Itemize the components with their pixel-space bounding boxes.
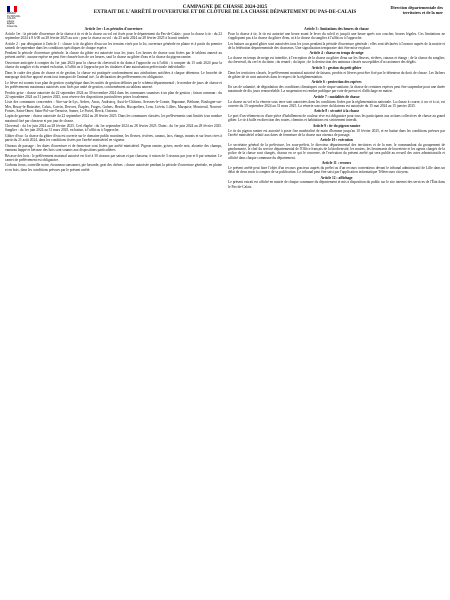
article-text: Le présent arrêté peut faire l'objet d'un recours gracieux auprès du préfet ou d'un recours contentieux devant le tribunal administratif de Lille dans un délai de deux mois à compter de sa publication. Le tribunal peut être saisi par l'application informatique Télérecours citoyens. bbox=[228, 165, 445, 175]
article-heading: Article 5 : gestion du petit gibier bbox=[311, 65, 362, 70]
article-block bbox=[228, 176, 445, 189]
article-block bbox=[228, 124, 445, 137]
article-block bbox=[5, 114, 222, 122]
article-text: Le tir du pigeon ramier est autorisé à poste fixe matérialisé de main d'homme jusqu'au 10 février 2025, et en battue dans les conditions prévues par l'arrêté ministériel relatif aux dates de fermeture de la chasse aux oiseaux de passage. bbox=[228, 128, 445, 137]
article-text: Dans le cadre des plans de chasse et de gestion, la chasse est pratiquée conformément aux attributions notifiées à chaque détenteur. Le bracelet de marquage doit être apposé avant tout transport de l'animal tué ; la déclaration des prélèvements est obligatoire. bbox=[5, 70, 222, 80]
article-text: Oiseaux de passage : les dates d'ouverture et de fermeture sont fixées par arrêté ministériel. Pigeon ramier, grives, merle noir, alouette des champs, vanneau huppé et bécasse des bois sont soumis aux dispositions particulières. bbox=[5, 143, 222, 152]
article-heading: Article 11 : recours bbox=[321, 161, 352, 166]
article-block bbox=[228, 161, 445, 174]
prefecture-logo bbox=[7, 6, 25, 28]
article-text: Le secrétaire général de la préfecture, les sous-préfets, le directeur départemental des territoires et de la mer, le commandant du groupement de gendarmerie, le chef du service départemental de l'Office français de la biodiversité, les maires, les lieutenants de louveterie et les agents chargés de la police de la chasse sont chargés, chacun en ce qui le concerne, de l'exécution du présent arrêté qui sera publié au recueil des actes administratifs et affiché dans chaque commune du département. bbox=[228, 143, 445, 160]
article-block bbox=[228, 80, 445, 93]
article-text: Corbeau freux, corneille noire, étourneau sansonnet, pie bavarde, geai des chênes : chasse autorisée pendant la période d'ouverture générale, en plaine et en bois, dans les conditions prévues par le présent arrêté. bbox=[5, 163, 222, 172]
article-block bbox=[228, 66, 445, 79]
article-block bbox=[5, 100, 222, 112]
article-text: Liste des communes concernées : Aire-sur-la-Lys, Ardres, Arras, Audruicq, Auxi-le-Château, Avesnes-le-Comte, Bapaume, Béthune, Boulogne-sur-Mer, Bruay-la-Buissière, Calais, Carvin, Desvres, Étaples, Fruges, Guînes, Hesdin, Hucqueliers, Lens, Liévin, Lillers, Marquise, Montreuil, Norrent-Fontes, Saint-Omer, Saint-Pol-sur-Ternoise, Samer, Le Portel, Berck, Outreau. bbox=[5, 100, 222, 113]
article-block bbox=[228, 27, 445, 40]
article-heading: Article 10 : exécution bbox=[320, 138, 353, 143]
article-text: Article 2 : par dérogation à l'article 1 : chasse à tir du gibier d'eau sur les terrains visés par la loi, ouverture générale en plaine et à partir du premier samedi de septembre dans les conditions spécifiques de chaque espèce. bbox=[5, 41, 222, 50]
article-text: Le présent extrait est affiché en mairie de chaque commune du département et mis à disposition du public sur le site internet des services de l'État dans le Pas-de-Calais. bbox=[228, 180, 445, 189]
left-column bbox=[5, 26, 222, 596]
article-heading: Article 9 : tir du pigeon ramier bbox=[312, 123, 361, 128]
article-text: Gibier d'eau : la chasse du gibier d'eau est ouverte sur le domaine public maritime, les fleuves, rivières, canaux, lacs, étangs, marais et sur leurs rives à partir du 21 août 2024, dans les conditions fixées par l'arrêté ministériel en vigueur. bbox=[5, 133, 222, 143]
right-column bbox=[228, 26, 445, 596]
article-text: Bécasse des bois : le prélèvement maximal autorisé est fixé à 30 oiseaux par saison et par chasseur, à raison de 3 oiseaux par jour et 6 par semaine. Le carnet de prélèvement est obligatoire. bbox=[5, 153, 222, 162]
article-text: Les battues au grand gibier sont autorisées tous les jours pendant la période d'ouverture générale ; elles sont déclarées à l'avance auprès de la mairie et de la fédération départementale des chasseurs. Une signalisation temporaire doit être mise en place. bbox=[228, 41, 445, 50]
campaign-title: CAMPAGNE DE CHASSE 2024-2025 bbox=[182, 4, 268, 10]
article-block bbox=[5, 91, 222, 99]
article-text: Article 1er : la période d'ouverture de la chasse à tir et de la chasse au vol est fixée pour le département du Pas-de-Calais : pour la chasse à tir : du 22 septembre 2024 à 8 h 00 au 28 février 2025 au soir ; pour la chasse au vol : du 25 août 2024 au 28 février 2025 à la nuit tombée. bbox=[5, 31, 222, 40]
article-text: Dans les territoires classés, le prélèvement maximal autorisé de faisans, perdrix et lièvres peut être fixé par le détenteur du droit de chasse. Les lâchers de gibier de tir sont autorisés dans le respect de la réglementation. bbox=[228, 70, 445, 79]
article-block bbox=[228, 95, 445, 108]
article-text: Chevreuil : du 1er juin 2024 au 28 février 2025. Cerf élaphe : du 1er septembre 2024 au 28 février 2025. Daim : du 1er juin 2024 au 28 février 2025. Sanglier : du 1er juin 2024 au 31 mars 2025, en battue, à l'affût ou à l'approche. bbox=[5, 124, 222, 133]
article-heading: Article 4 : chasse en temps de neige bbox=[309, 51, 364, 56]
article-block bbox=[5, 51, 222, 59]
article-block bbox=[5, 144, 222, 152]
article-block bbox=[5, 134, 222, 142]
article-columns bbox=[5, 26, 445, 596]
article-text: Ouverture anticipée à compter du 1er juin 2024 pour la chasse du chevreuil et du daim à l'approche ou à l'affût ; à compter du 15 août 2024 pour la chasse du sanglier et du renard en battue, à l'affût ou à l'approche par les titulaires d'une autorisation préfectorale individuelle. bbox=[5, 61, 222, 70]
department-direction: Direction départementale des territoires et de la mer bbox=[390, 5, 443, 15]
header-title-block bbox=[55, 4, 395, 16]
article-text: Lapin de garenne : chasse autorisée du 22 septembre 2024 au 28 février 2025. Dans les communes classées, les prélèvements sont limités à un nombre maximal fixé par chasseur et par jour de chasse. bbox=[5, 114, 222, 123]
article-block bbox=[5, 42, 222, 50]
article-heading: Article 3 : limitations des heures de chasse bbox=[304, 27, 369, 31]
article-block bbox=[5, 27, 222, 40]
article-heading: Article 7 : modalités de chasse bbox=[313, 94, 360, 99]
article-heading: Article 12 : affichage bbox=[320, 175, 353, 180]
article-text: Pendant la période d'ouverture générale, la chasse du gibier est autorisée tous les jours. Les heures de chasse sont fixées par le tableau annexé au présent arrêté ; aucune espèce ne peut être chassée hors de ces heures, sauf la chasse au gibier d'eau et la chasse du pigeon ramier. bbox=[5, 51, 222, 60]
article-heading: Article 1er : Les périodes d'ouverture bbox=[84, 27, 143, 31]
article-block bbox=[5, 163, 222, 171]
article-block bbox=[228, 109, 445, 122]
article-text: En cas de calamité, de dégradation des conditions climatiques ou de risque sanitaire, la chasse de certaines espèces peut être suspendue pour une durée maximale de dix jours renouvelable. La suspension est rendue publique par voie de presse et d'affichage en mairie. bbox=[228, 85, 445, 94]
article-block bbox=[5, 154, 222, 162]
article-heading: Article 8 : sécurité à la chasse bbox=[313, 109, 360, 114]
decree-title: EXTRAIT DE L'ARRÊTÉ D'OUVERTURE ET DE CLÔTURE DE LA CHASSE DÉPARTEMENT DU PAS-DE-CALAIS bbox=[93, 10, 357, 15]
logo-text: PRÉFET DU PAS-DE-CALAIS Liberté Égalité Fraternité bbox=[7, 12, 21, 28]
article-text: Le lièvre est soumis à un plan de gestion cynégétique dans les unités de gestion définies par le schéma départemental ; le nombre de jours de chasse et les prélèvements maximaux autorisés sont fixés par unité de gestion, conformément au tableau annexé. bbox=[5, 80, 222, 89]
article-block bbox=[5, 61, 222, 69]
article-text: Pour la chasse à tir, le tir est autorisé une heure avant le lever du soleil et jusqu'à une heure après son coucher, heures légales. Ces limitations ne s'appliquent pas à la chasse du gibier d'eau, ni à la chasse du sanglier à l'affût ou à l'approche. bbox=[228, 31, 445, 40]
article-text: La chasse au vol et la vénerie sous terre sont autorisées dans les conditions fixées par la réglementation nationale. La chasse à courre, à cor et à cri, est ouverte du 15 septembre 2024 au 31 mars 2025. La vénerie sous terre du blaireau est autorisée du 15 mai 2024 au 15 janvier 2025. bbox=[228, 99, 445, 108]
document-header bbox=[5, 4, 445, 26]
article-heading: Article 6 : protection des espèces bbox=[311, 80, 362, 85]
article-text: La chasse en temps de neige est interdite, à l'exception de la chasse au gibier d'eau sur les fleuves, rivières, canaux et étangs ; de la chasse du sanglier, du chevreuil, du cerf et du daim ; du renard ; du lapin ; de la destruction des animaux classés susceptibles d'occasionner des dégâts. bbox=[228, 56, 445, 65]
article-block bbox=[5, 81, 222, 89]
article-block bbox=[228, 42, 445, 50]
article-block bbox=[228, 51, 445, 64]
article-text: Le port d'un vêtement ou d'une pièce d'habillement de couleur vive est obligatoire pour tous les participants aux actions collectives de chasse au grand gibier. Le tir à balle en direction des routes, chemins et habitations est strictement interdit. bbox=[228, 114, 445, 123]
article-text: Perdrix grise : chasse autorisée du 22 septembre 2024 au 30 novembre 2024 dans les communes soumises à un plan de gestion ; faisan commun : du 22 septembre 2024 au 31 janvier 2025, sous réserve des dispositions particulières prises localement. bbox=[5, 90, 222, 99]
article-block bbox=[5, 71, 222, 79]
article-block bbox=[5, 124, 222, 132]
article-block bbox=[228, 138, 445, 159]
